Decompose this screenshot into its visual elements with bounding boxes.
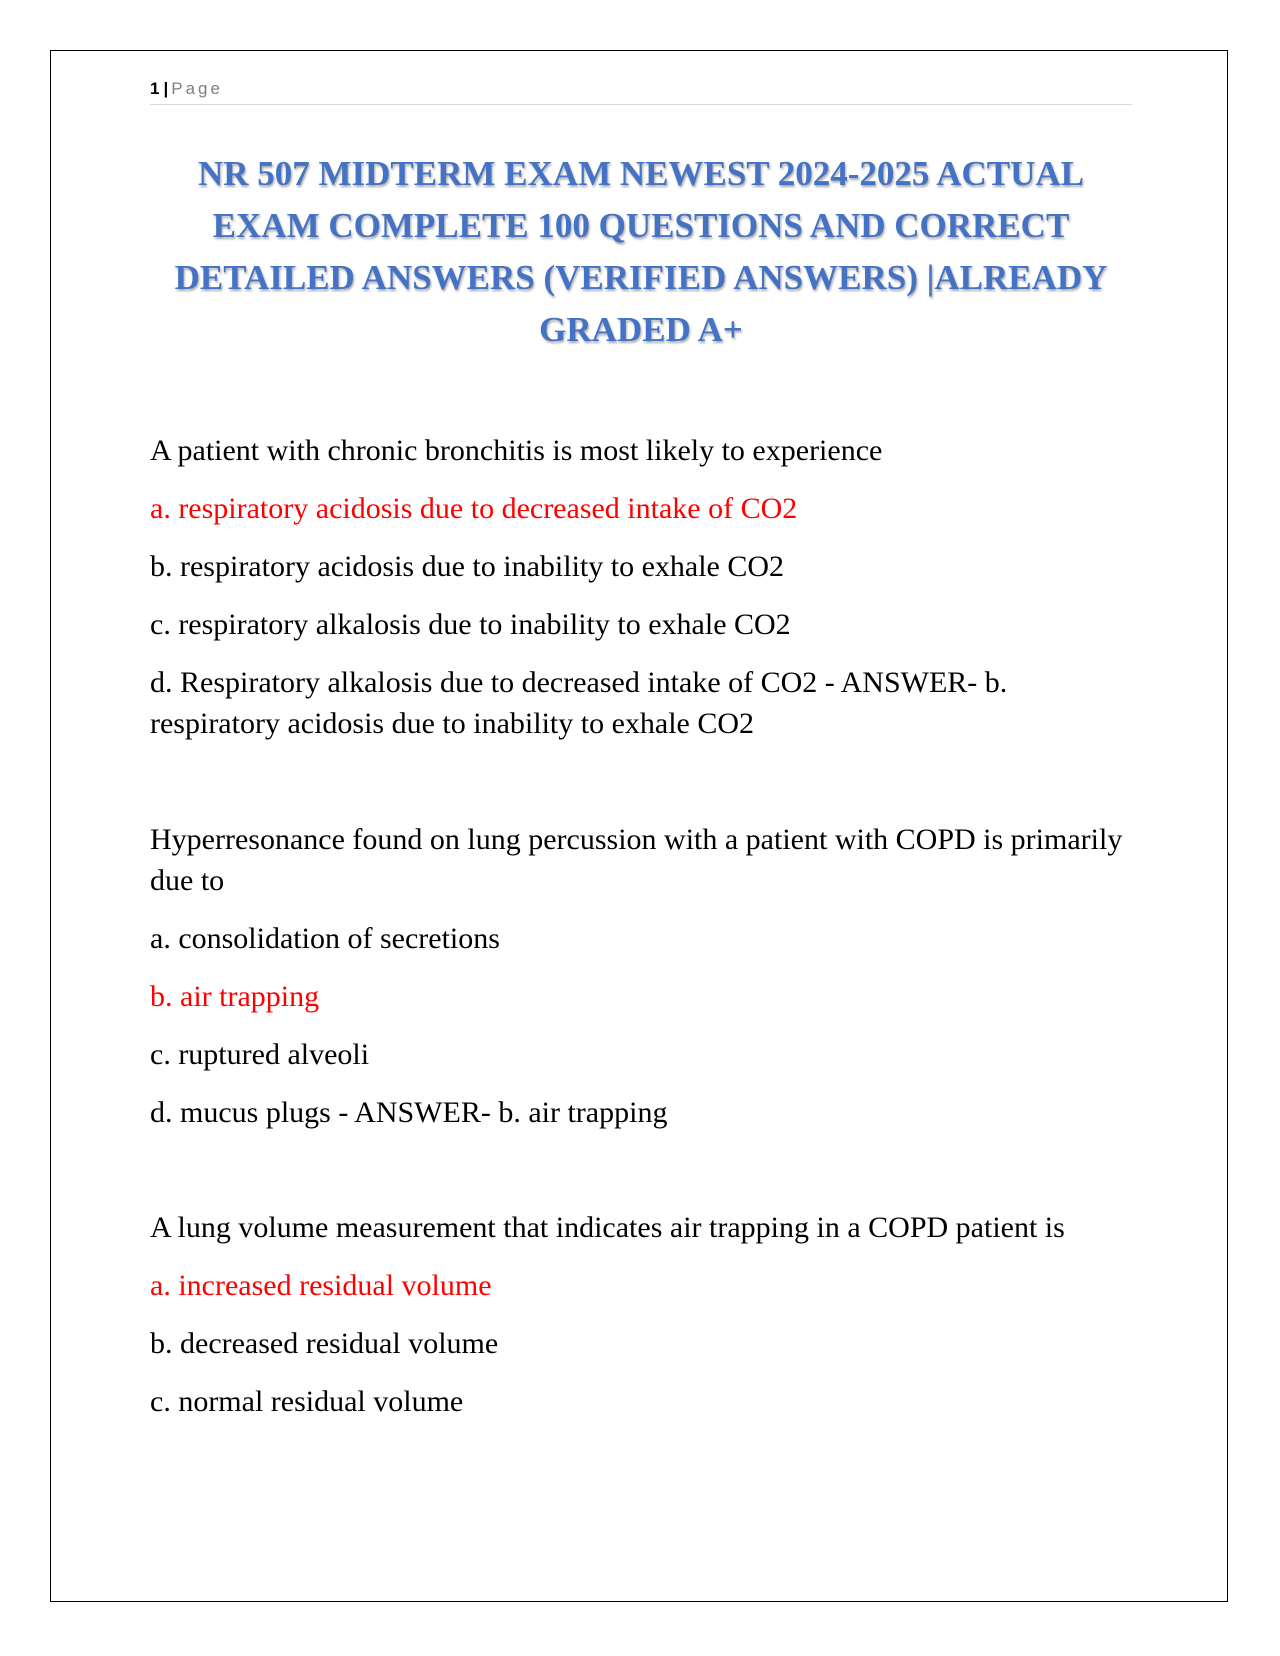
option-a-highlighted: a. increased residual volume [150,1269,492,1302]
question-text: A patient with chronic bronchitis is most likely to experience [150,434,883,467]
page-label: Page [171,79,223,98]
question-block-1 [150,430,1130,744]
question-text: A lung volume measurement that indicates air trapping in a COPD patient is [150,1211,1065,1244]
option-d-with-answer: d. mucus plugs - ANSWER- b. air trapping [150,1096,668,1129]
option-c: c. ruptured alveoli [150,1038,370,1071]
option-c: c. respiratory alkalosis due to inability to exhale CO2 [150,608,791,641]
page-header [150,78,1132,105]
questions-content [150,430,1130,1439]
option-d-with-answer: d. Respiratory alkalosis due to decreased intake of CO2 - ANSWER- b. respiratory acidosis due to inability to exhale CO2 [150,666,1008,740]
option-b-highlighted: b. air trapping [150,980,320,1013]
page-separator: | [163,79,169,98]
option-a-highlighted: a. respiratory acidosis due to decreased intake of CO2 [150,492,798,525]
question-block-3 [150,1207,1130,1422]
question-spacer [150,761,1130,819]
option-c: c. normal residual volume [150,1385,464,1418]
option-b: b. decreased residual volume [150,1327,499,1360]
document-title: NR 507 MIDTERM EXAM NEWEST 2024-2025 ACTUAL EXAM COMPLETE 100 QUESTIONS AND CORRECT DETAILED ANSWERS (VERIFIED ANSWERS) |ALREADY GRADED A+ [174,154,1108,349]
page-number: 1 [150,79,160,98]
question-text: Hyperresonance found on lung percussion with a patient with COPD is primarily due to [150,823,1123,897]
question-block-2 [150,819,1130,1133]
option-a: a. consolidation of secretions [150,922,500,955]
question-spacer [150,1150,1130,1207]
option-b: b. respiratory acidosis due to inability to exhale CO2 [150,550,785,583]
